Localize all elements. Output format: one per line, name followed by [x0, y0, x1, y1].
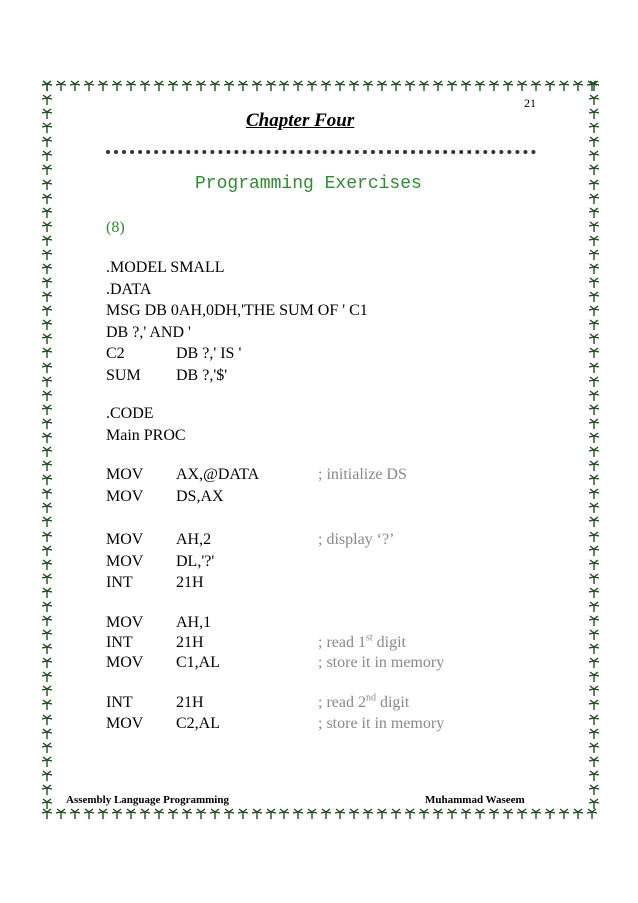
palm-tree-icon: [419, 808, 429, 820]
palm-tree-icon: [589, 390, 599, 402]
palm-tree-icon: [252, 80, 262, 92]
palm-tree-icon: [112, 80, 122, 92]
footer-book-title: Assembly Language Programming: [66, 794, 229, 806]
palm-tree-icon: [589, 376, 599, 388]
palm-tree-icon: [42, 770, 52, 782]
palm-tree-icon: [42, 559, 52, 571]
palm-tree-icon: [42, 221, 52, 233]
palm-tree-icon: [98, 80, 108, 92]
code-line: MOV AH,2 ; display ‘?’: [106, 531, 395, 548]
palm-tree-icon: [112, 808, 122, 820]
palm-tree-icon: [168, 808, 178, 820]
palm-tree-icon: [42, 488, 52, 500]
code-line: MOV C1,AL ; store it in memory: [106, 654, 445, 671]
palm-tree-icon: [559, 808, 569, 820]
palm-tree-icon: [589, 798, 599, 810]
palm-tree-icon: [589, 362, 599, 374]
palm-tree-icon: [70, 80, 80, 92]
code-line: MOV AX,@DATA ; initialize DS: [106, 466, 407, 483]
palm-tree-icon: [42, 643, 52, 655]
palm-tree-icon: [573, 80, 583, 92]
palm-tree-icon: [42, 263, 52, 275]
palm-tree-icon: [589, 291, 599, 303]
palm-tree-icon: [589, 446, 599, 458]
palm-tree-icon: [589, 699, 599, 711]
palm-tree-icon: [42, 446, 52, 458]
palm-tree-icon: [405, 80, 415, 92]
palm-tree-icon: [42, 376, 52, 388]
palm-tree-icon: [589, 516, 599, 528]
section-title: Programming Exercises: [195, 174, 422, 194]
palm-tree-icon: [321, 80, 331, 92]
page-border-left: [40, 80, 54, 810]
palm-tree-icon: [503, 80, 513, 92]
palm-tree-icon: [391, 80, 401, 92]
palm-tree-icon: [42, 573, 52, 585]
palm-tree-icon: [589, 657, 599, 669]
palm-tree-icon: [238, 808, 248, 820]
palm-tree-icon: [42, 249, 52, 261]
palm-tree-icon: [42, 122, 52, 134]
palm-tree-icon: [42, 164, 52, 176]
palm-tree-icon: [589, 714, 599, 726]
palm-tree-icon: [589, 474, 599, 486]
palm-tree-icon: [531, 808, 541, 820]
palm-tree-icon: [42, 333, 52, 345]
palm-tree-icon: [210, 80, 220, 92]
palm-tree-icon: [589, 108, 599, 120]
palm-tree-icon: [42, 587, 52, 599]
palm-tree-icon: [391, 808, 401, 820]
palm-tree-icon: [377, 808, 387, 820]
palm-tree-icon: [589, 629, 599, 641]
palm-tree-icon: [42, 615, 52, 627]
palm-tree-icon: [42, 193, 52, 205]
palm-tree-icon: [559, 80, 569, 92]
palm-tree-icon: [84, 808, 94, 820]
palm-tree-icon: [589, 193, 599, 205]
palm-tree-icon: [154, 80, 164, 92]
palm-tree-icon: [321, 808, 331, 820]
page-border-right: [587, 80, 601, 810]
code-line: MOV DL,'?': [106, 553, 215, 570]
palm-tree-icon: [405, 808, 415, 820]
palm-tree-icon: [42, 601, 52, 613]
palm-tree-icon: [589, 784, 599, 796]
palm-tree-icon: [517, 808, 527, 820]
palm-tree-icon: [42, 502, 52, 514]
palm-tree-icon: [168, 80, 178, 92]
palm-tree-icon: [42, 362, 52, 374]
palm-tree-icon: [589, 94, 599, 106]
palm-tree-icon: [182, 808, 192, 820]
code-line-model: .MODEL SMALL: [106, 259, 225, 276]
page-border-bottom: [42, 808, 597, 822]
palm-tree-icon: [42, 784, 52, 796]
palm-tree-icon: [140, 808, 150, 820]
palm-tree-icon: [335, 80, 345, 92]
palm-tree-icon: [154, 808, 164, 820]
palm-tree-icon: [589, 235, 599, 247]
palm-tree-icon: [42, 516, 52, 528]
palm-tree-icon: [293, 80, 303, 92]
palm-tree-icon: [140, 80, 150, 92]
palm-tree-icon: [196, 80, 206, 92]
palm-tree-icon: [503, 808, 513, 820]
footer-author: Muhammad Waseem: [425, 794, 525, 806]
palm-tree-icon: [589, 164, 599, 176]
palm-tree-icon: [349, 80, 359, 92]
palm-tree-icon: [42, 319, 52, 331]
palm-tree-icon: [419, 80, 429, 92]
palm-tree-icon: [363, 80, 373, 92]
dotted-divider: [106, 150, 536, 154]
palm-tree-icon: [489, 808, 499, 820]
palm-tree-icon: [56, 808, 66, 820]
palm-tree-icon: [56, 80, 66, 92]
palm-tree-icon: [489, 80, 499, 92]
palm-tree-icon: [475, 80, 485, 92]
palm-tree-icon: [589, 573, 599, 585]
palm-tree-icon: [545, 80, 555, 92]
palm-tree-icon: [377, 80, 387, 92]
palm-tree-icon: [42, 742, 52, 754]
palm-tree-icon: [42, 179, 52, 191]
palm-tree-icon: [447, 808, 457, 820]
palm-tree-icon: [42, 531, 52, 543]
palm-tree-icon: [42, 235, 52, 247]
palm-tree-icon: [252, 808, 262, 820]
code-line: MOV DS,AX: [106, 488, 224, 505]
page-number: 21: [524, 96, 536, 110]
palm-tree-icon: [42, 136, 52, 148]
palm-tree-icon: [589, 587, 599, 599]
palm-tree-icon: [42, 150, 52, 162]
palm-tree-icon: [589, 643, 599, 655]
palm-tree-icon: [461, 80, 471, 92]
code-line-proc: Main PROC: [106, 427, 186, 444]
palm-tree-icon: [461, 808, 471, 820]
palm-tree-icon: [42, 418, 52, 430]
code-line-sum: SUM DB ?,'$': [106, 367, 228, 384]
palm-tree-icon: [589, 150, 599, 162]
palm-tree-icon: [42, 671, 52, 683]
palm-tree-icon: [433, 808, 443, 820]
palm-tree-icon: [84, 80, 94, 92]
palm-tree-icon: [42, 305, 52, 317]
palm-tree-icon: [42, 404, 52, 416]
palm-tree-icon: [70, 808, 80, 820]
palm-tree-icon: [279, 80, 289, 92]
palm-tree-icon: [589, 742, 599, 754]
palm-tree-icon: [589, 319, 599, 331]
palm-tree-icon: [589, 460, 599, 472]
code-line: INT 21H ; read 1st digit: [106, 633, 406, 652]
code-line: MOV AH,1: [106, 614, 212, 631]
palm-tree-icon: [42, 390, 52, 402]
palm-tree-icon: [589, 263, 599, 275]
palm-tree-icon: [573, 808, 583, 820]
exercise-number: (8): [106, 219, 125, 236]
palm-tree-icon: [42, 699, 52, 711]
palm-tree-icon: [266, 80, 276, 92]
palm-tree-icon: [589, 221, 599, 233]
palm-tree-icon: [126, 808, 136, 820]
palm-tree-icon: [42, 80, 52, 92]
palm-tree-icon: [42, 474, 52, 486]
palm-tree-icon: [589, 333, 599, 345]
palm-tree-icon: [42, 460, 52, 472]
palm-tree-icon: [589, 502, 599, 514]
palm-tree-icon: [307, 808, 317, 820]
palm-tree-icon: [266, 808, 276, 820]
palm-tree-icon: [475, 808, 485, 820]
palm-tree-icon: [126, 80, 136, 92]
palm-tree-icon: [517, 80, 527, 92]
palm-tree-icon: [42, 347, 52, 359]
palm-tree-icon: [589, 545, 599, 557]
palm-tree-icon: [224, 80, 234, 92]
palm-tree-icon: [589, 207, 599, 219]
palm-tree-icon: [589, 136, 599, 148]
palm-tree-icon: [589, 404, 599, 416]
palm-tree-icon: [224, 808, 234, 820]
palm-tree-icon: [589, 488, 599, 500]
palm-tree-icon: [589, 559, 599, 571]
page-border-top: [42, 80, 597, 94]
palm-tree-icon: [196, 808, 206, 820]
palm-tree-icon: [293, 808, 303, 820]
palm-tree-icon: [42, 657, 52, 669]
code-line: INT 21H ; read 2nd digit: [106, 693, 410, 712]
palm-tree-icon: [42, 545, 52, 557]
chapter-title: Chapter Four: [246, 110, 355, 131]
palm-tree-icon: [42, 714, 52, 726]
code-line-msg: MSG DB 0AH,0DH,'THE SUM OF ' C1: [106, 302, 368, 319]
palm-tree-icon: [589, 305, 599, 317]
palm-tree-icon: [589, 728, 599, 740]
palm-tree-icon: [589, 671, 599, 683]
code-line-msg-cont: DB ?,' AND ': [106, 324, 191, 341]
palm-tree-icon: [42, 432, 52, 444]
palm-tree-icon: [238, 80, 248, 92]
palm-tree-icon: [589, 418, 599, 430]
palm-tree-icon: [42, 728, 52, 740]
palm-tree-icon: [335, 808, 345, 820]
palm-tree-icon: [589, 615, 599, 627]
palm-tree-icon: [589, 179, 599, 191]
palm-tree-icon: [307, 80, 317, 92]
palm-tree-icon: [42, 207, 52, 219]
palm-tree-icon: [279, 808, 289, 820]
palm-tree-icon: [182, 80, 192, 92]
code-line: MOV C2,AL ; store it in memory: [106, 715, 445, 732]
palm-tree-icon: [433, 80, 443, 92]
palm-tree-icon: [98, 808, 108, 820]
palm-tree-icon: [589, 531, 599, 543]
palm-tree-icon: [589, 277, 599, 289]
palm-tree-icon: [589, 685, 599, 697]
palm-tree-icon: [531, 80, 541, 92]
palm-tree-icon: [589, 249, 599, 261]
palm-tree-icon: [42, 94, 52, 106]
palm-tree-icon: [42, 756, 52, 768]
palm-tree-icon: [589, 770, 599, 782]
palm-tree-icon: [210, 808, 220, 820]
palm-tree-icon: [363, 808, 373, 820]
palm-tree-icon: [589, 756, 599, 768]
code-line: INT 21H: [106, 574, 204, 591]
palm-tree-icon: [589, 432, 599, 444]
palm-tree-icon: [42, 291, 52, 303]
palm-tree-icon: [589, 122, 599, 134]
palm-tree-icon: [589, 80, 599, 92]
palm-tree-icon: [42, 798, 52, 810]
palm-tree-icon: [42, 108, 52, 120]
palm-tree-icon: [589, 601, 599, 613]
palm-tree-icon: [42, 685, 52, 697]
code-line-data: .DATA: [106, 281, 152, 298]
palm-tree-icon: [589, 347, 599, 359]
code-line-code: .CODE: [106, 405, 154, 422]
palm-tree-icon: [545, 808, 555, 820]
palm-tree-icon: [447, 80, 457, 92]
palm-tree-icon: [42, 277, 52, 289]
palm-tree-icon: [349, 808, 359, 820]
code-line-c2: C2 DB ?,' IS ': [106, 345, 242, 362]
palm-tree-icon: [42, 629, 52, 641]
